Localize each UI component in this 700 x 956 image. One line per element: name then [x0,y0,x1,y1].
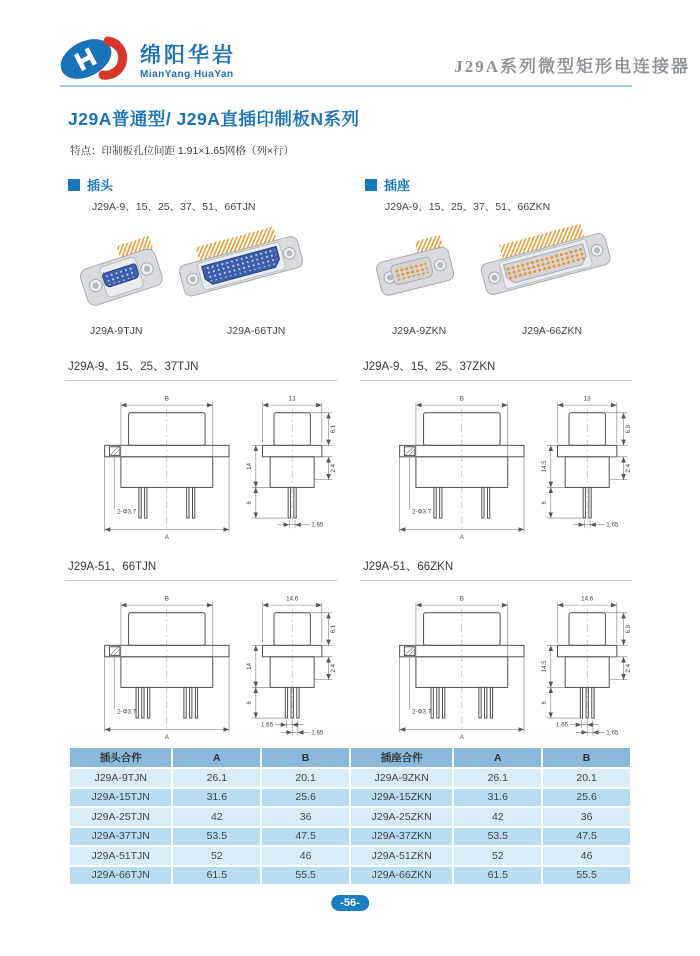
svg-text:13: 13 [288,395,296,403]
dimension-cell: 55.5 [543,867,630,885]
photo-caption: J29A-9TJN [90,325,143,337]
spec-table-head [70,748,630,767]
section-header-socket [365,175,410,194]
dimension-cell: 46 [262,847,349,865]
product-photo-j29a-9tjn [70,228,174,324]
part-number-cell: J29A-15TJN [70,789,171,807]
photo-caption: J29A-66TJN [227,325,286,337]
svg-text:14.6: 14.6 [581,595,594,603]
column-header: 插座合件 [351,748,452,767]
dimension-cell: 20.1 [543,769,630,787]
drawing-panel [360,358,632,546]
table-row [70,867,630,885]
drawing-title: J29A-51、66TJN [68,561,157,573]
svg-text:1.65: 1.65 [260,721,274,729]
part-number-cell: J29A-15ZKN [351,789,452,807]
dimension-cell: 20.1 [262,769,349,787]
svg-text:14.5: 14.5 [541,460,549,473]
dimension-cell: 42 [454,808,541,826]
panel-rule [65,580,337,581]
page-number-badge: -56- [331,895,369,911]
technical-drawing-container [65,586,337,746]
dimension-cell: 47.5 [543,828,630,846]
logo-mark-icon [56,32,123,86]
panel-rule [360,580,632,581]
dimension-cell: 25.6 [262,789,349,807]
spec-table [68,746,632,886]
svg-text:B: B [459,595,464,603]
svg-text:A: A [459,734,464,741]
svg-text:B: B [164,595,169,603]
doc-series-title: J29A系列微型矩形电连接器 [454,57,690,76]
svg-text:14.5: 14.5 [541,660,549,673]
dimension-cell: 25.6 [543,789,630,807]
svg-text:A: A [459,534,464,541]
feature-note: 特点：印制板孔位间距 1.91×1.65网格（列×行） [70,145,295,157]
panel-rule [65,380,337,381]
svg-text:2-Φ3.7: 2-Φ3.7 [117,508,137,516]
svg-text:1.65: 1.65 [311,729,324,737]
part-number-cell: J29A-51ZKN [351,847,452,865]
part-number-cell: J29A-66ZKN [351,867,452,885]
part-number-cell: J29A-51TJN [70,847,171,865]
section-label: 插头 [87,178,114,193]
drawing-title: J29A-9、15、25、37ZKN [363,361,496,373]
svg-text:6.1: 6.1 [330,424,338,434]
dimension-cell: 42 [173,808,260,826]
product-photo-j29a-66tjn [176,220,308,312]
photo-caption: J29A-9ZKN [392,325,447,337]
table-row [70,769,630,787]
section-header-plug [68,175,113,194]
svg-text:A: A [164,734,169,741]
technical-drawing [65,386,350,541]
product-photo-j29a-66zkn [476,220,616,310]
column-header: B [543,748,630,767]
part-number-cell: J29A-9TJN [70,769,171,787]
header-row [70,748,630,767]
technical-drawing-container [360,586,632,746]
dimension-cell: 36 [543,808,630,826]
svg-text:B: B [164,395,169,403]
part-number-cell: J29A-66TJN [70,867,171,885]
svg-text:2.4: 2.4 [330,663,338,673]
dimension-cell: 46 [543,847,630,865]
page-title: J29A普通型/ J29A直插印制板N系列 [68,109,360,129]
technical-drawing [360,586,645,741]
dimension-cell: 61.5 [173,867,260,885]
section-label: 插座 [384,178,411,193]
svg-text:13: 13 [583,395,591,403]
svg-text:B: B [459,395,464,403]
product-photo-j29a-9zkn [370,232,462,310]
dimension-cell: 52 [454,847,541,865]
svg-text:14: 14 [246,462,254,470]
dimension-cell: 36 [262,808,349,826]
part-number-cell: J29A-37TJN [70,828,171,846]
drawing-panel [65,558,337,746]
svg-text:14.6: 14.6 [286,595,299,603]
svg-text:1.65: 1.65 [555,721,569,729]
dimension-cell: 26.1 [173,769,260,787]
drawing-title: J29A-9、15、25、37TJN [68,361,199,373]
svg-text:2-Φ3.7: 2-Φ3.7 [412,508,432,516]
column-header: A [173,748,260,767]
dimension-cell: 47.5 [262,828,349,846]
svg-text:6.9: 6.9 [625,424,633,434]
technical-drawing [65,586,350,741]
dimension-cell: 53.5 [173,828,260,846]
part-number-cell: J29A-25TJN [70,808,171,826]
part-number-cell: J29A-9ZKN [351,769,452,787]
dimension-cell: 26.1 [454,769,541,787]
column-header: B [262,748,349,767]
technical-drawing-container [360,386,632,546]
dimension-cell: 53.5 [454,828,541,846]
dimension-cell: 31.6 [454,789,541,807]
dimension-cell: 31.6 [173,789,260,807]
svg-text:14: 14 [246,662,254,670]
panel-rule [360,380,632,381]
svg-text:6: 6 [541,501,549,505]
table-row [70,828,630,846]
company-name-cn: 绵阳华岩 [140,44,236,67]
blue-square-icon [365,179,377,191]
drawing-title: J29A-51、66ZKN [363,561,454,573]
company-name-en: MianYang HuaYan [140,69,234,80]
header-divider [60,85,632,87]
svg-text:2.4: 2.4 [330,463,338,473]
svg-text:2.4: 2.4 [625,663,633,673]
svg-text:6: 6 [246,501,254,505]
svg-text:2.4: 2.4 [625,463,633,473]
technical-drawing-container [65,386,337,546]
drawing-panel [65,358,337,546]
technical-drawing [360,386,645,541]
table-row [70,808,630,826]
socket-model-list: J29A-9、15、25、37、51、66ZKN [385,201,551,213]
spec-table-body [70,769,630,884]
column-header: A [454,748,541,767]
svg-text:1.65: 1.65 [606,521,619,529]
svg-text:2-Φ3.7: 2-Φ3.7 [412,708,432,716]
dimension-cell: 52 [173,847,260,865]
svg-text:1.65: 1.65 [606,729,619,737]
svg-text:6: 6 [246,701,254,705]
table-row [70,789,630,807]
dimension-cell: 55.5 [262,867,349,885]
dimension-cell: 61.5 [454,867,541,885]
svg-text:6: 6 [541,701,549,705]
svg-text:6.9: 6.9 [625,624,633,634]
column-header: 插头合件 [70,748,171,767]
table-row [70,847,630,865]
drawing-panel [360,558,632,746]
svg-text:2-Φ3.7: 2-Φ3.7 [117,708,137,716]
svg-text:A: A [164,534,169,541]
svg-text:1.65: 1.65 [311,521,324,529]
plug-model-list: J29A-9、15、25、37、51、66TJN [92,201,256,213]
photo-caption: J29A-66ZKN [522,325,583,337]
svg-text:6.1: 6.1 [330,624,338,634]
part-number-cell: J29A-25ZKN [351,808,452,826]
blue-square-icon [68,179,80,191]
part-number-cell: J29A-37ZKN [351,828,452,846]
company-logo [56,32,286,86]
